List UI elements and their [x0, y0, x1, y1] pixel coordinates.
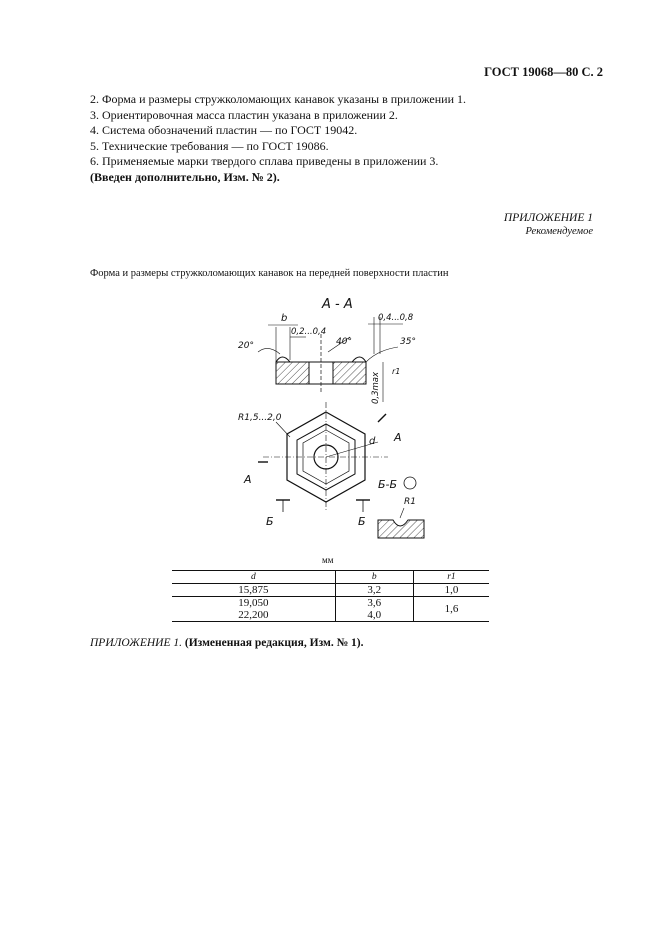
- dimensions-table: [172, 570, 489, 622]
- diameter-d-label: d: [369, 436, 376, 447]
- dim-range1-label: 0,2...0,4: [291, 327, 327, 337]
- cell-b: 3,2: [335, 584, 413, 597]
- cell-b: 4,0: [335, 609, 413, 622]
- list-item: 2. Форма и размеры стружколомающих канавок указаны в приложении 1.: [90, 92, 467, 106]
- cell-d: 19,050: [238, 597, 269, 609]
- angle-40-label: 40°: [336, 337, 352, 347]
- cell-r1: 1,0: [413, 584, 489, 597]
- appendix-title: ПРИЛОЖЕНИЕ 1: [503, 212, 593, 224]
- dim-range2-label: 0,4...0,8: [378, 313, 414, 323]
- section-b-marker-right: Б: [358, 515, 366, 528]
- requirements-list: [90, 92, 466, 186]
- revision-note-text: (Измененная редакция, Изм. № 1).: [184, 637, 364, 649]
- cell-d: 22,200: [172, 609, 335, 622]
- corner-radius-label: R1,5...2,0: [238, 413, 282, 423]
- cell-d: 15,875: [172, 584, 335, 597]
- list-item: 6. Применяемые марки твердого сплава приведены в приложении 3.: [90, 154, 439, 169]
- list-item: 5. Технические требования — по ГОСТ 19086.: [90, 138, 329, 153]
- column-header-r1: r1: [413, 571, 489, 584]
- revision-note-appendix: ПРИЛОЖЕНИЕ 1.: [90, 637, 182, 649]
- appendix-subtitle: Рекомендуемое: [525, 226, 593, 237]
- cell-b: 3,6: [335, 597, 413, 610]
- section-aa-label: А - А: [322, 297, 353, 312]
- section-aa-view: [238, 297, 416, 404]
- angle-35-label: 35°: [400, 337, 416, 347]
- table-row: [172, 584, 489, 597]
- figure-caption: Форма и размеры стружколомающих канавок на передней поверхности пластин: [90, 268, 449, 279]
- revision-note: [90, 637, 364, 649]
- depth-max-label: 0,3max: [371, 371, 381, 404]
- table-row: [172, 597, 489, 610]
- section-a-marker-left: А: [244, 473, 252, 486]
- radius-r1-label: r1: [392, 367, 401, 376]
- amendment-note: (Введен дополнительно, Изм. № 2).: [90, 169, 280, 184]
- section-b-marker-left: Б: [266, 515, 274, 528]
- hexagon-plan-view: [238, 402, 402, 528]
- table-unit-label: мм: [322, 555, 334, 565]
- appendix-heading: [504, 211, 593, 239]
- radius-r1-bb-label: R1: [404, 497, 416, 507]
- cell-r1: 1,6: [413, 597, 489, 622]
- section-bb-label: Б-Б: [378, 478, 398, 491]
- column-header-b: b: [335, 571, 413, 584]
- section-bb-view: [378, 477, 424, 538]
- list-item: 3. Ориентировочная масса пластин указана в приложении 2.: [90, 107, 398, 122]
- document-reference: ГОСТ 19068—80 С. 2: [484, 65, 603, 79]
- section-a-marker-right: А: [394, 431, 402, 444]
- column-header-d: d: [172, 571, 335, 584]
- angle-20-label: 20°: [238, 341, 254, 351]
- technical-drawing: [228, 292, 448, 548]
- dim-b-label: b: [281, 313, 288, 324]
- list-item: 4. Система обозначений пластин — по ГОСТ 19042.: [90, 123, 358, 138]
